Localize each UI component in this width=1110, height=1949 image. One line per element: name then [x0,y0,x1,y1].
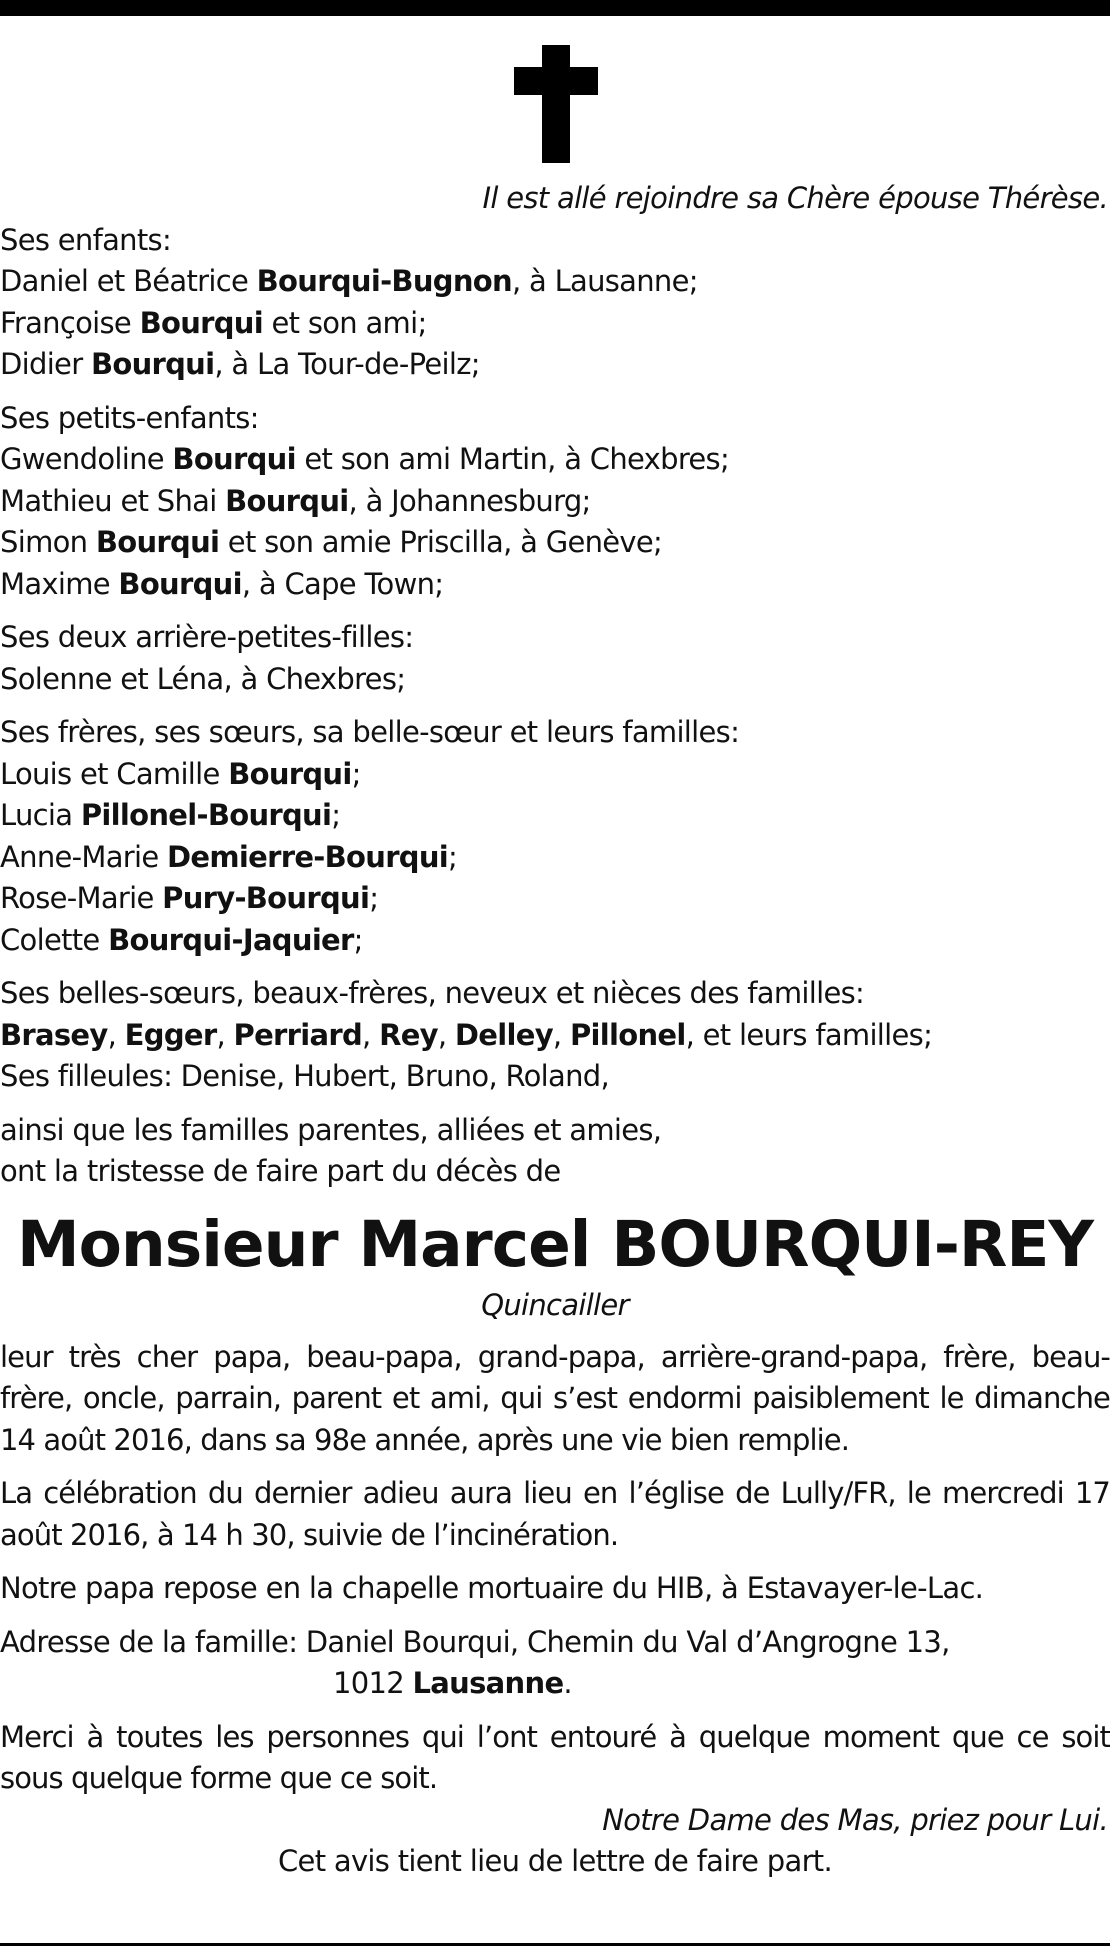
grandchild-line: Maxime Bourqui, à Cape Town; [0,566,444,601]
deceased-name: Monsieur Marcel BOURQUI-REY [16,1207,1094,1281]
body-paragraph: La célébration du dernier adieu aura lieu en l’église de Lully/FR, le mercredi 17 août 2016, à 14 h 30, suivie de l’incinération. [0,1476,1110,1552]
family-address: Adresse de la famille: Daniel Bourqui, Chemin du Val d’Angrogne 13, [0,1624,950,1659]
sibling-line: Anne-Marie Demierre-Bourqui; [0,839,458,874]
in-laws-section [0,973,1110,1098]
announcement [0,1110,1110,1193]
sibling-line: Louis et Camille Bourqui; [0,756,361,791]
bottom-border [0,1943,1110,1946]
prayer-line: Notre Dame des Mas, priez pour Lui. [602,1802,1108,1837]
top-quote: Il est allé rejoindre sa Chère épouse Thérèse. [482,181,1108,215]
body-paragraph: leur très cher papa, beau-papa, grand-papa, arrière-grand-papa, frère, beau-frère, oncle, parrain, parent et ami, qui s’est endormi paisiblement le dimanche 14 août 2016, dans sa 98e année, après une vie bien remplie. [0,1339,1110,1457]
body-paragraph: Notre papa repose en la chapelle mortuaire du HIB, à Estavayer-le-Lac. [0,1571,984,1605]
child-line: Françoise Bourqui et son ami; [0,305,427,340]
siblings-header: Ses frères, ses sœurs, sa belle-sœur et leurs familles: [0,715,740,749]
grandchild-line: Simon Bourqui et son amie Priscilla, à Genève; [0,525,663,559]
sibling-line: Lucia Pillonel-Bourqui; [0,798,341,832]
grandchildren-section [0,398,1110,606]
cross-icon [514,45,598,163]
in-laws-header: Ses belles-sœurs, beaux-frères, neveux et nièces des familles: [0,976,865,1010]
grandchildren-header: Ses petits-enfants: [0,400,259,435]
children-section [0,220,1110,386]
children-header: Ses enfants: [0,222,172,257]
announcement-line: ainsi que les familles parentes, alliées et amies, [0,1112,662,1147]
siblings-section [0,712,1110,961]
godchildren-line: Ses filleules: Denise, Hubert, Bruno, Roland, [0,1059,610,1093]
families-line: Brasey, Egger, Perriard, Rey, Delley, Pillonel, et leurs familles; [0,1017,933,1052]
sibling-line: Colette Bourqui-Jaquier; [0,922,363,957]
announcement-line: ont la tristesse de faire part du décès de [0,1154,561,1188]
great-grandchildren-section [0,617,1110,700]
child-line: Didier Bourqui, à La Tour-de-Peilz; [0,347,480,381]
sibling-line: Rose-Marie Pury-Bourqui; [0,881,379,915]
top-border [0,0,1110,16]
deceased-profession: Quincailler [481,1287,629,1322]
family-address-city: 1012 Lausanne. [333,1666,572,1700]
grandchild-line: Mathieu et Shai Bourqui, à Johannesburg; [0,483,591,518]
thanks-paragraph: Merci à toutes les personnes qui l’ont entouré à quelque moment que ce soit sous quelque forme que ce soit. [0,1719,1110,1795]
great-grandchild-line: Solenne et Léna, à Chexbres; [0,661,406,696]
grandchild-line: Gwendoline Bourqui et son ami Martin, à Chexbres; [0,442,730,476]
closing-line: Cet avis tient lieu de lettre de faire part. [278,1844,832,1878]
great-grandchildren-header: Ses deux arrière-petites-filles: [0,620,414,654]
obituary-notice [0,178,1110,1883]
child-line: Daniel et Béatrice Bourqui-Bugnon, à Lausanne; [0,264,698,298]
